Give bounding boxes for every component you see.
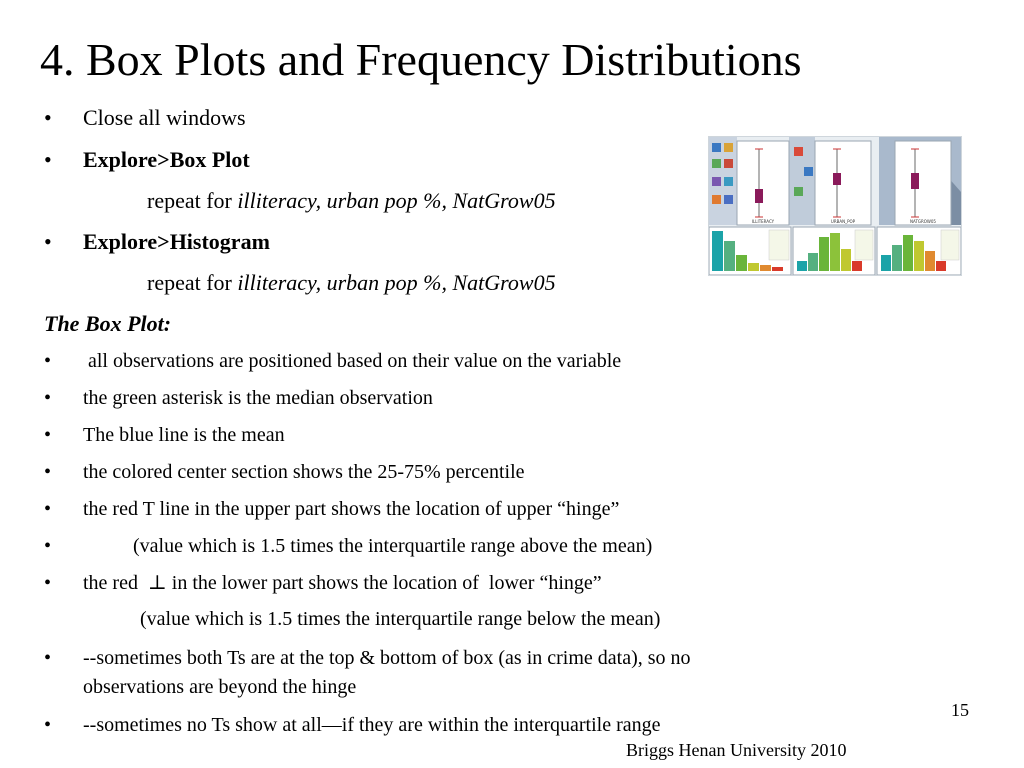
footer-credit: Briggs Henan University 2010 xyxy=(626,740,847,760)
text-red-perp-lower: the red ⊥ in the lower part shows the location of lower “hinge” xyxy=(83,572,602,594)
text-no-ts-show: --sometimes no Ts show at all—if they are within the interquartile range xyxy=(83,714,661,736)
boxplot-label-illiteracy: ILLITERACY xyxy=(751,219,775,224)
repeat-boxplot-line xyxy=(147,188,556,214)
bullet-icon: • xyxy=(44,147,52,172)
boxplot-label-urban-pop: URBAN_POP xyxy=(830,219,856,224)
slide-title: 4. Box Plots and Frequency Distributions xyxy=(40,34,802,85)
bullet-explore-box-plot: Explore>Box Plot xyxy=(83,147,250,172)
bullet-close-all-windows: Close all windows xyxy=(83,105,246,130)
histogram-window-1 xyxy=(709,227,791,275)
histogram-window-2 xyxy=(793,227,875,275)
bullet-icon: • xyxy=(44,350,52,372)
bullet-icon: • xyxy=(44,387,52,409)
thumbnail-illustration xyxy=(709,137,961,275)
boxplot-box xyxy=(755,189,763,203)
section-heading-box-plot: The Box Plot: xyxy=(44,311,172,336)
repeat-prefix: repeat for xyxy=(147,270,238,295)
text-blue-line-mean: The blue line is the mean xyxy=(83,424,285,446)
boxplot-window-2 xyxy=(815,141,871,225)
bullet-icon: • xyxy=(44,647,52,669)
boxplot-box xyxy=(833,173,841,185)
geoda-screenshot-thumbnail xyxy=(708,136,962,276)
bullet-explore-histogram: Explore>Histogram xyxy=(83,229,270,254)
bullet-icon: • xyxy=(44,535,52,557)
text-both-ts-line2: observations are beyond the hinge xyxy=(83,676,357,698)
text-green-asterisk: the green asterisk is the median observation xyxy=(83,387,433,409)
repeat-histogram-line xyxy=(147,270,556,296)
text-upper-hinge-value: (value which is 1.5 times the interquartile range above the mean) xyxy=(83,535,653,557)
bullet-icon: • xyxy=(44,498,52,520)
bullet-icon: • xyxy=(44,229,52,254)
bullet-icon: • xyxy=(44,572,52,594)
boxplot-window-1 xyxy=(737,141,789,225)
repeat-variables: illiteracy, urban pop %, NatGrow05 xyxy=(237,270,556,295)
text-red-t-upper: the red T line in the upper part shows the location of upper “hinge” xyxy=(83,498,620,520)
text-observations-positioned: all observations are positioned based on their value on the variable xyxy=(83,350,622,372)
bullet-icon: • xyxy=(44,461,52,483)
repeat-variables: illiteracy, urban pop %, NatGrow05 xyxy=(237,188,556,213)
bullet-icon: • xyxy=(44,105,52,130)
page-number: 15 xyxy=(951,700,969,720)
repeat-prefix: repeat for xyxy=(147,188,238,213)
boxplot-label-natgrow05: NATGROW05 xyxy=(910,219,936,224)
bullet-icon: • xyxy=(44,424,52,446)
text-lower-hinge-value: (value which is 1.5 times the interquartile range below the mean) xyxy=(140,608,661,630)
text-both-ts-line1: --sometimes both Ts are at the top & bottom of box (as in crime data), so no xyxy=(83,647,691,669)
bullet-icon: • xyxy=(44,714,52,736)
boxplot-box xyxy=(911,173,919,189)
boxplot-window-3 xyxy=(895,141,951,225)
histogram-window-3 xyxy=(877,227,961,275)
text-colored-center-section: the colored center section shows the 25-75% percentile xyxy=(83,461,525,483)
